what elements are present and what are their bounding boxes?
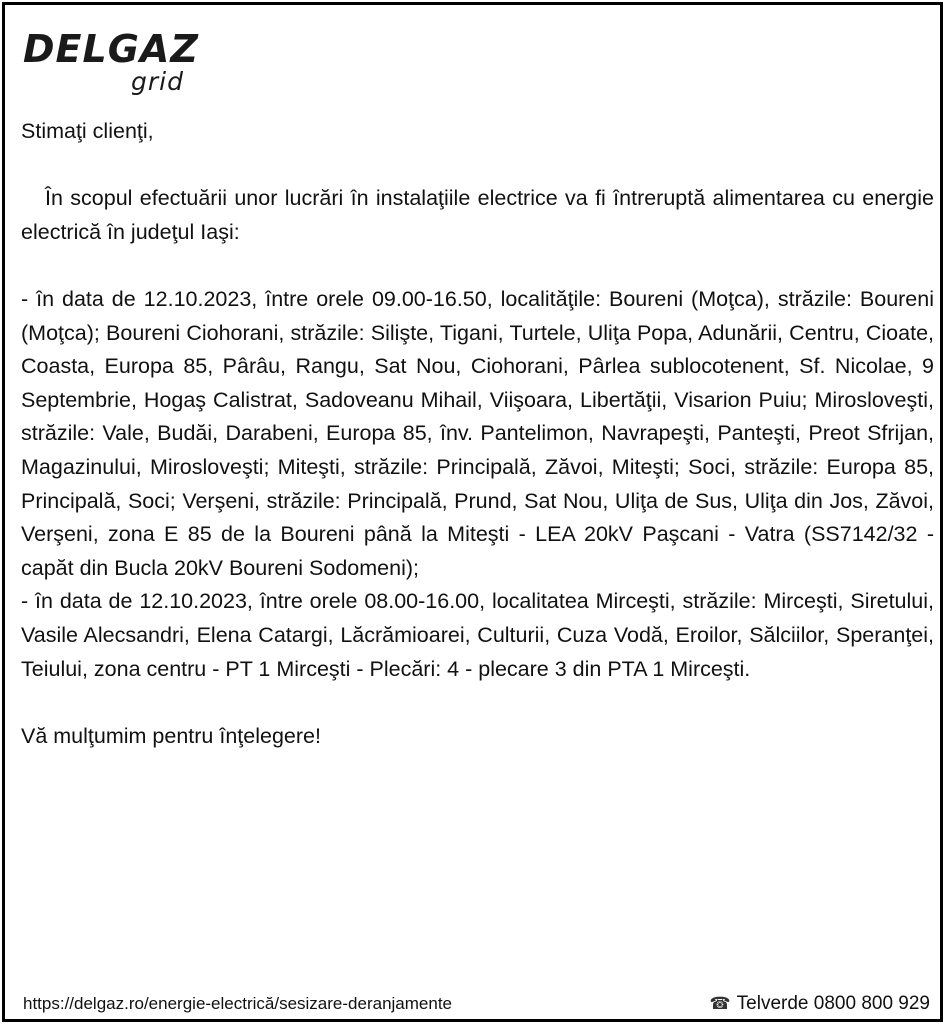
- delgaz-grid-logo: [23, 27, 213, 99]
- hotline-number[interactable]: Telverde 0800 800 929: [736, 993, 930, 1014]
- phone-icon: ☎: [709, 994, 731, 1014]
- intro-paragraph: În scopul efectuării unor lucrări în instalaţiile electrice va fi întreruptă alimentarea cu energie electrică în judeţul Iaşi:: [21, 186, 934, 244]
- notice-body: [21, 115, 934, 753]
- notice-frame: [2, 2, 943, 1022]
- logo-main-text: DELGAZ: [23, 27, 199, 71]
- hotline: [709, 992, 930, 1016]
- outage-item-2: - în data de 12.10.2023, între orele 08.00-16.00, localitatea Mirceşti, străzile: Mirceşti, Siretului, Vasile Alecsandri, Elena Catargi, Lăcrămioarei, Culturii, Cuza Vodă, Eroilor, Sălciilor, Speranţei, Teiului, zona centru - PT 1 Mirceşti - Plecări: 4 - plecare 3 din PTA 1 Mirceşti.: [21, 589, 934, 681]
- outage-item-1: - în data de 12.10.2023, între orele 09.00-16.50, localităţile: Boureni (Moţca), străzile: Boureni (Moţca); Boureni Ciohorani, străzile: Silişte, Tigani, Turtele, Uliţa Popa, Adunării, Centru, Cioate, Coasta, Europa 85, Pârâu, Rangu, Sat Nou, Ciohorani, Pârlea sublocotenent, Sf. Nicolae, 9 Septembrie, Hogaş Calistrat, Sadoveanu Mihail, Viişoara, Libertăţii, Visarion Puiu; Mirosloveşti, străzile: Vale, Budăi, Darabeni, Europa 85, înv. Pantelimon, Navrapeşti, Panteşti, Preot Sfrijan, Magazinului, Mirosloveşti; Miteşti, străzile: Principală, Zăvoi, Miteşti; Soci, străzile: Europa 85, Principală, Soci; Verşeni, străzile: Principală, Prund, Sat Nou, Uliţa de Sus, Uliţa din Jos, Zăvoi, Verşeni, zona E 85 de la Boureni până la Miteşti - LEA 20kV Paşcani - Vatra (SS7142/32 - capăt din Bucla 20kV Boureni Sodomeni);: [21, 286, 934, 580]
- thanks-line: Vă mulţumim pentru înţelegere!: [21, 723, 321, 748]
- greeting: Stimaţi clienţi,: [21, 119, 154, 143]
- logo-sub-text: grid: [131, 67, 184, 96]
- report-outage-link[interactable]: https://delgaz.ro/energie-electrică/sesizare-deranjamente: [23, 994, 453, 1013]
